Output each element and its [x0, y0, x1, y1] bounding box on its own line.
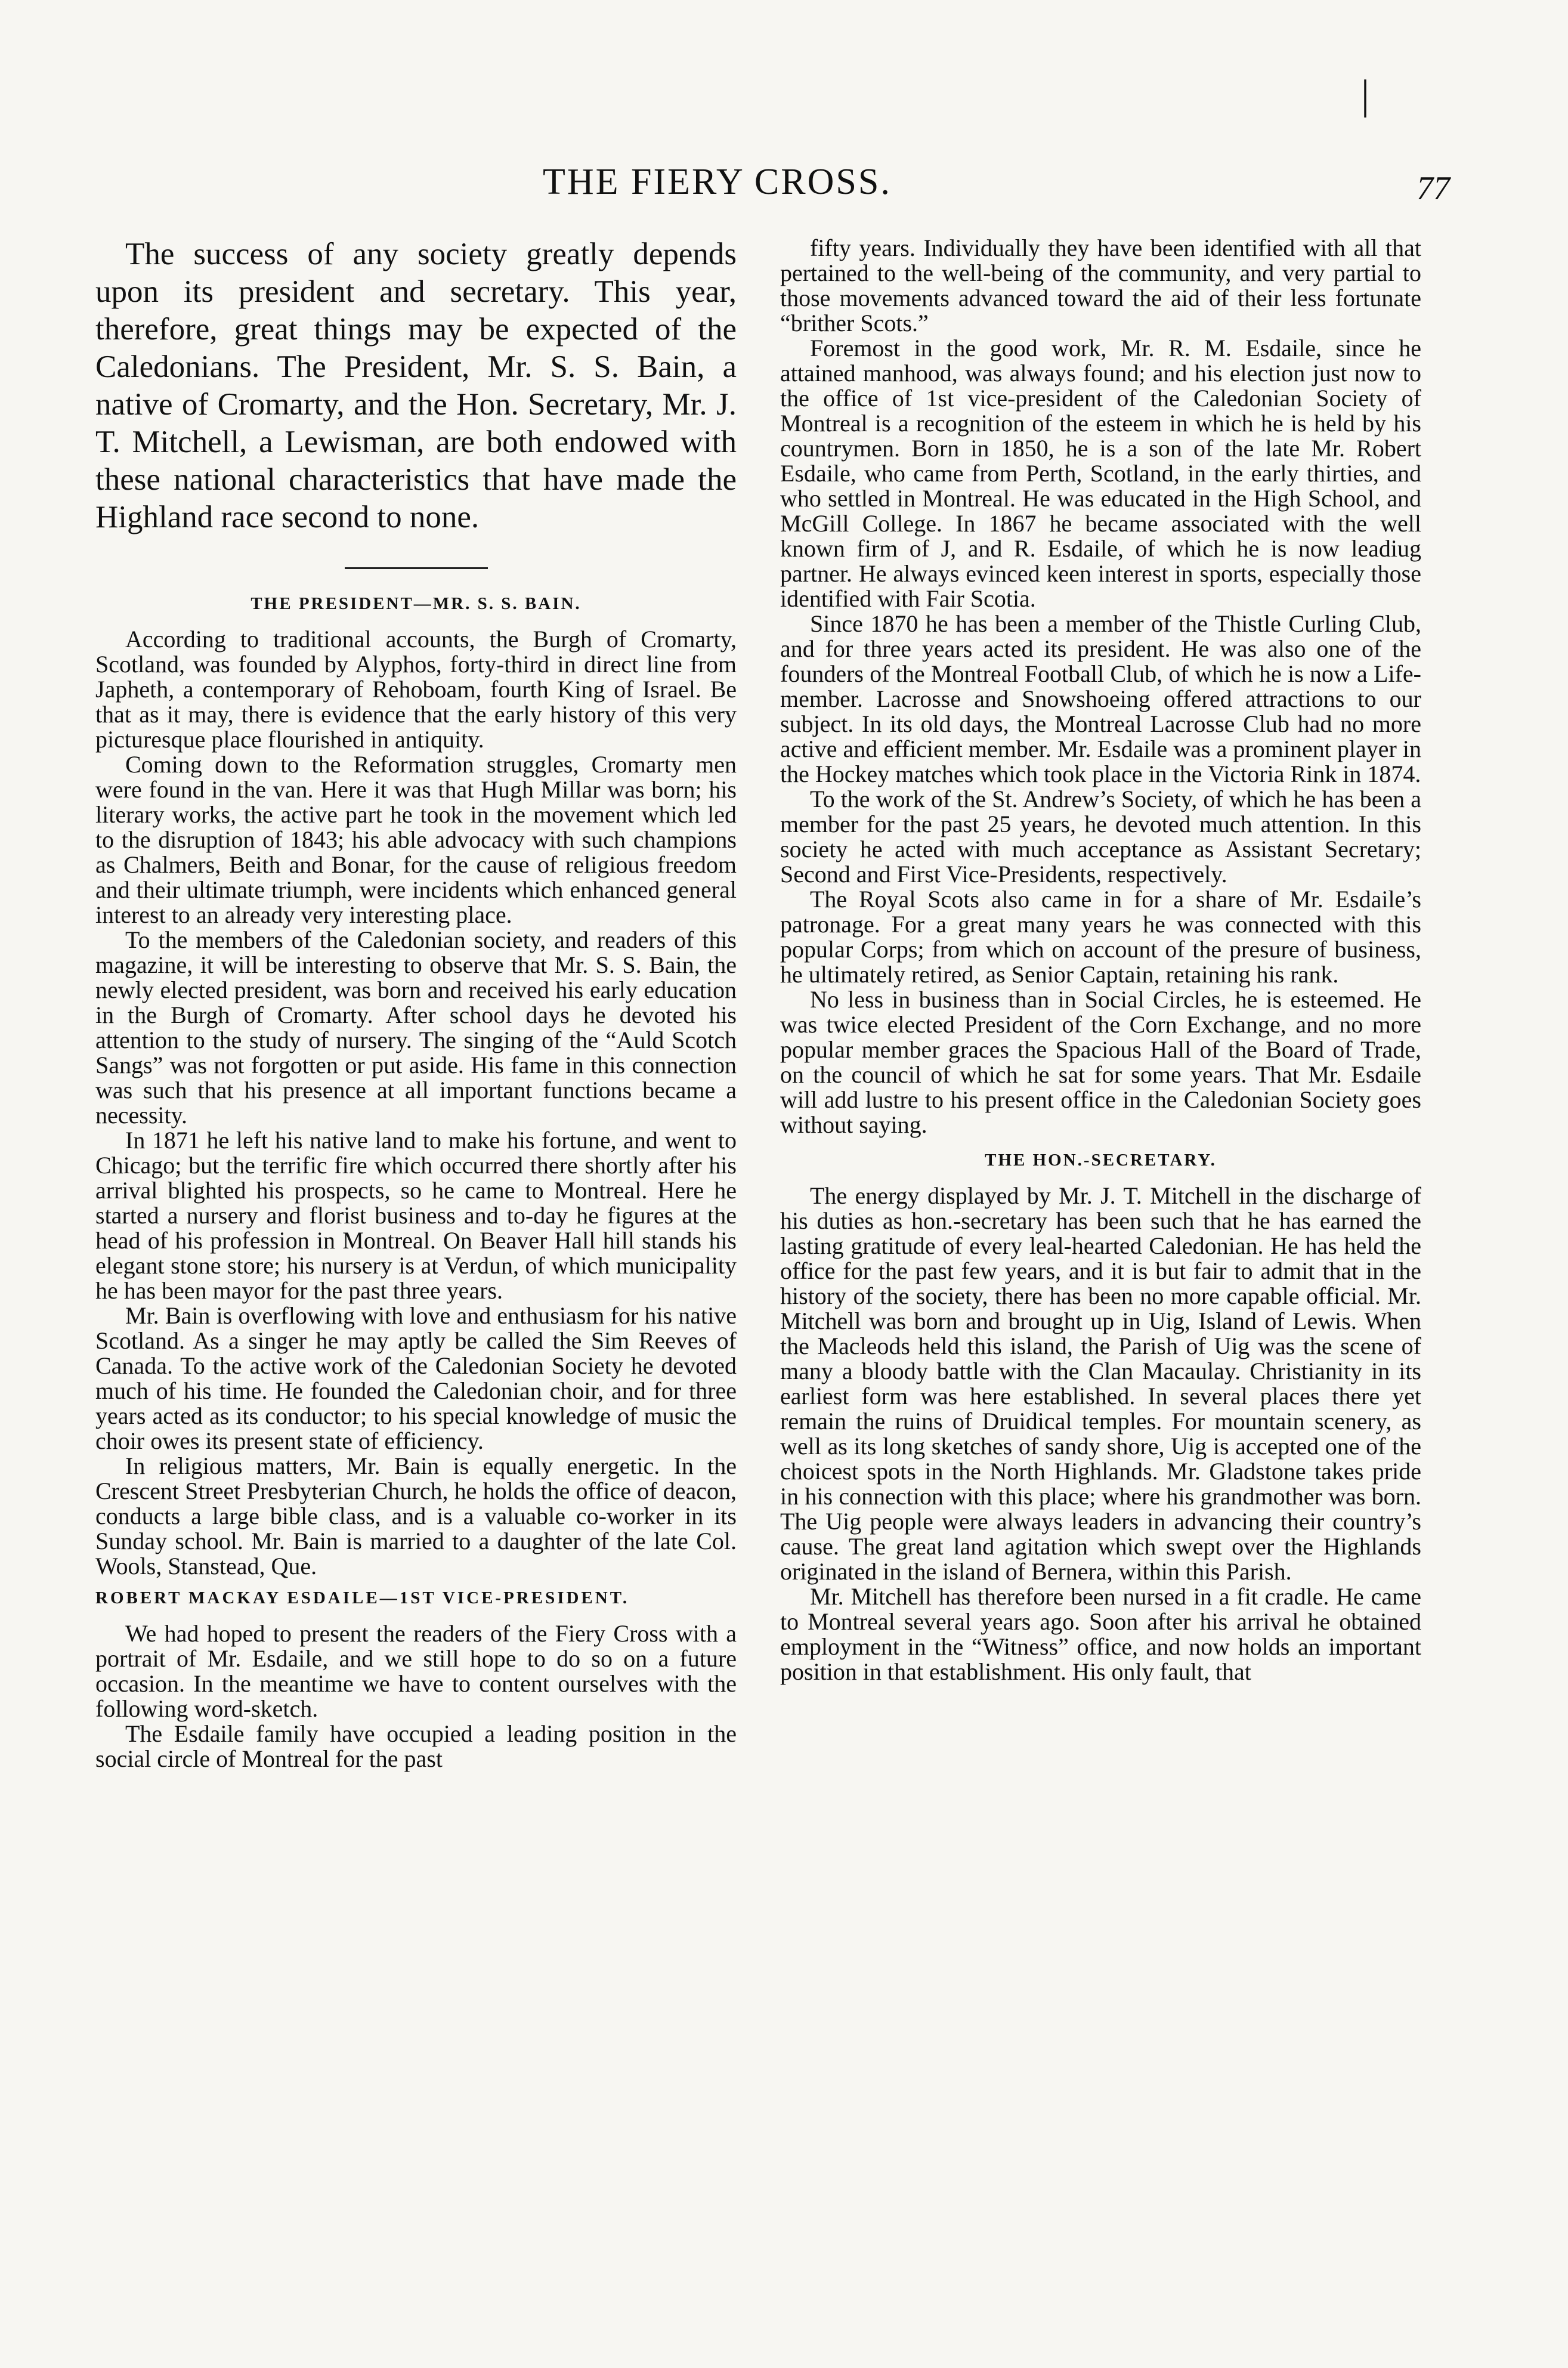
page-header: [0, 161, 1568, 215]
president-paragraph: According to traditional accounts, the Burgh of Cromarty, Scotland, was founded by Alyphos, forty-third in direct line from Japheth, a contemporary of Rehoboam, fourth King of Israel. Be that as it may, there is evidence that the early history of this very picturesque place flourished in antiquity.: [95, 626, 737, 753]
president-paragraph: Mr. Bain is overflowing with love and enthusiasm for his native Scotland. As a singer he may aptly be called the Sim Reeves of Canada. To the active work of the Caledonian Society he devoted much of his time. He founded the Caledonian choir, and for three years acted as its conductor; to his special knowledge of music the choir owes its present state of efficiency.: [95, 1302, 737, 1454]
vice-president-paragraph: The Royal Scots also came in for a share of Mr. Esdaile’s patronage. For a great many years he was connected with this popular Corps; from which on account of the presure of business, he ultimately retired, as Senior Captain, retaining his rank.: [780, 886, 1421, 988]
vice-president-heading: ROBERT MACKAY ESDAILE—1ST VICE-PRESIDENT.: [95, 1588, 630, 1607]
secretary-paragraph: Mr. Mitchell has therefore been nursed in a fit cradle. He came to Montreal several years ago. Soon after his arrival he obtained employment in the “Witness” office, and now holds an important position in that establishment. His only fault, that: [780, 1583, 1421, 1685]
president-paragraph: In 1871 he left his native land to make his fortune, and went to Chicago; but the terrific fire which occurred there shortly after his arrival blighted his prospects, so he came to Montreal. Here he started a nursery and florist business and to-day he figures at the head of his profession in Montreal. On Beaver Hall hill stands his elegant stone store; his nursery is at Verdun, of which municipality he has been mayor for the past three years.: [95, 1127, 737, 1304]
vice-president-paragraph: To the work of the St. Andrew’s Society, of which he has been a member for the past 25 years, he devoted much attention. In this society he acted with much acceptance as Assistant Secretary; Second and First Vice-Presidents, respectively.: [780, 786, 1421, 888]
vice-president-paragraph: fifty years. Individually they have been identified with all that pertained to the well-being of the community, and very partial to those movements advanced toward the aid of their less fortunate “brither Scots.”: [780, 236, 1421, 336]
section-divider: [345, 567, 488, 569]
president-paragraph: To the members of the Caledonian society, and readers of this magazine, it will be interesting to observe that Mr. S. S. Bain, the newly elected president, was born and received his early education in the Burgh of Cromarty. After school days he devoted his attention to the study of nursery. The singing of the “Auld Scotch Sangs” was not forgotten or put aside. His fame in this connection was such that his presence at all important functions became a necessity.: [95, 926, 737, 1129]
right-column: [780, 236, 1421, 2332]
page-number: 77: [1417, 170, 1450, 207]
running-title: THE FIERY CROSS.: [543, 162, 892, 202]
intro-section: [95, 236, 737, 536]
secretary-paragraph: The energy displayed by Mr. J. T. Mitchell in the discharge of his duties as hon.-secretary has been such that he has earned the lasting gratitude of every leal-hearted Caledonian. He has held the office for the past few years, and it is but fair to admit that in the history of the society, there has been no more capable official. Mr. Mitchell was born and brought up in Uig, Island of Lewis. When the Macleods held this island, the Parish of Uig was the scene of many a bloody battle with the Clan Macaulay. Christianity in its earliest form was here established. In several places there yet remain the ruins of Druidical temples. For mountain scenery, as well as its long sketches of sandy shore, Uig is accepted one of the choicest spots in the North Highlands. Mr. Gladstone takes pride in his connection with this place; where his grandmother was born. The Uig people were always leaders in advancing their country’s cause. The great land agitation which swept over the Highlands originated in the island of Bernera, within this Parish.: [780, 1182, 1421, 1585]
secretary-heading: THE HON.-SECRETARY.: [985, 1151, 1217, 1170]
vice-president-paragraph: We had hoped to present the readers of the Fiery Cross with a portrait of Mr. Esdaile, and we still hope to do so on a future occasion. In the meantime we have to content ourselves with the following word-sketch.: [95, 1620, 737, 1722]
vice-president-paragraph: Since 1870 he has been a member of the Thistle Curling Club, and for three years acted its president. He was also one of the founders of the Montreal Football Club, of which he is now a Life-member. Lacrosse and Snowshoeing offered attractions to our subject. In its old days, the Montreal Lacrosse Club had no more active and efficient member. Mr. Esdaile was a prominent player in the Hockey matches which took place in the Victoria Rink in 1874.: [780, 610, 1421, 787]
edge-mark: |: [1361, 72, 1370, 118]
left-column: [95, 236, 737, 2332]
president-heading: THE PRESIDENT—MR. S. S. BAIN.: [250, 594, 582, 613]
president-paragraph: Coming down to the Reformation struggles, Cromarty men were found in the van. Here it was that Hugh Millar was born; his literary works, the active part he took in the movement which led to the disruption of 1843; his able advocacy with such champions as Chalmers, Beith and Bonar, for the cause of religious freedom and their ultimate triumph, were incidents which enhanced general interest to an already very interesting place.: [95, 751, 737, 928]
intro-paragraph: The success of any society greatly depends upon its president and secretary. This year, therefore, great things may be expected of the Caledonians. The President, Mr. S. S. Bain, a native of Cromarty, and the Hon. Secretary, Mr. J. T. Mitchell, a Lewisman, are both endowed with these national characteristics that have made the Highland race second to none.: [95, 237, 737, 534]
vice-president-paragraph: No less in business than in Social Circles, he is esteemed. He was twice elected President of the Corn Exchange, and no more popular member graces the Spacious Hall of the Board of Trade, on the council of which he sat for some years. That Mr. Esdaile will add lustre to his present office in the Caledonian Society goes without saying.: [780, 986, 1421, 1138]
vice-president-paragraph: Foremost in the good work, Mr. R. M. Esdaile, since he attained manhood, was always found; and his election just now to the office of 1st vice-president of the Caledonian Society of Montreal is a recognition of the esteem in which he is held by his countrymen. Born in 1850, he is a son of the late Mr. Robert Esdaile, who came from Perth, Scotland, in the early thirties, and who settled in Montreal. He was educated in the High School, and McGill College. In 1867 he became associated with the well known firm of J, and R. Esdaile, of which he is now leadiug partner. He always evinced keen interest in sports, especially those identified with Fair Scotia.: [780, 335, 1421, 612]
president-paragraph: In religious matters, Mr. Bain is equally energetic. In the Crescent Street Presbyterian Church, he holds the office of deacon, conducts a large bible class, and is a valuable co-worker in its Sunday school. Mr. Bain is married to a daughter of the late Col. Wools, Stanstead, Que.: [95, 1452, 737, 1579]
vice-president-paragraph: The Esdaile family have occupied a leading position in the social circle of Montreal for the past: [95, 1720, 737, 1772]
